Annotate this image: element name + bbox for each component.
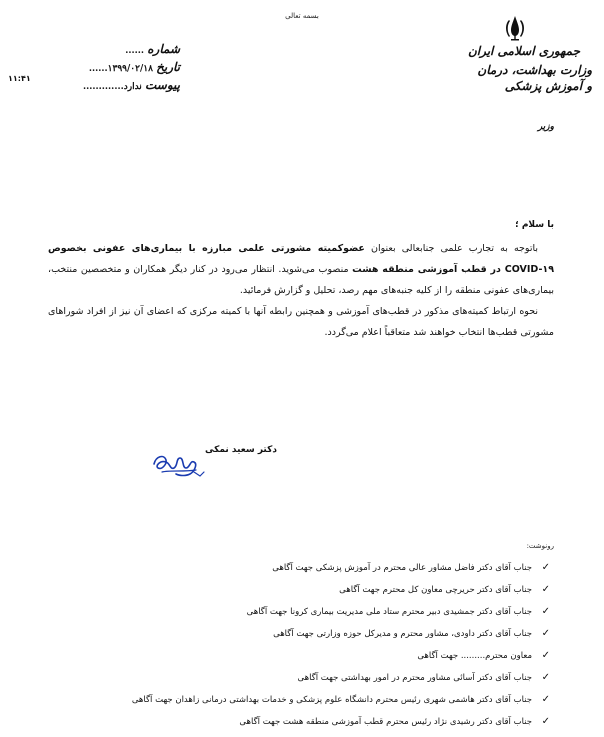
meta-date-row [50, 58, 180, 76]
cc-item-text: جناب آقای دکتر رشیدی نژاد رئیس محترم قطب آموزشی منطقه هشت جهت آگاهی [239, 717, 532, 727]
cc-item [0, 711, 550, 733]
ministry-title [477, 62, 592, 94]
cc-item-text: جناب آقای دکتر آسائی مشاور محترم در امور بهداشتی جهت آگاهی [297, 673, 532, 683]
cc-item [0, 645, 550, 667]
body-paragraph-1-rest: منصوب می‌شوید. انتظار می‌رود در کنار دیگر همکاران و متخصصین منتخب، بیماری‌های عفونی منطقه را از کلیه جنبه‌های مهم رصد، تحلیل و گزارش فرمائید. [48, 264, 554, 296]
cc-item-text: جناب آقای دکتر حریرچی معاون کل محترم جهت آگاهی [339, 585, 532, 595]
checkmark-icon: ✓ [541, 716, 550, 727]
body-paragraph-2: نحوه ارتباط کمیته‌های مذکور در قطب‌های آموزشی و همچنین رابطه آنها با کمیته مرکزی که اعضای آن نیز از افراد شوراهای مشورتی قطب‌ها انتخاب خواهند شد متعاقباً اعلام می‌گردد. [48, 306, 554, 338]
cc-item [0, 689, 550, 711]
cc-list [0, 557, 550, 733]
ministry-line-1: وزارت بهداشت، درمان [477, 63, 592, 77]
number-label: شماره [147, 42, 180, 56]
cc-item-text: جناب آقای دکتر هاشمی شهری رئیس محترم دانشگاه علوم پزشکی و خدمات بهداشتی درمانی زاهدان جهت آگاهی [131, 695, 532, 705]
date-label: تاریخ [156, 60, 180, 74]
republic-title: جمهوری اسلامی ایران [467, 44, 580, 58]
meta-attachment-row [50, 76, 180, 94]
checkmark-icon: ✓ [541, 650, 550, 661]
letter-meta [50, 40, 180, 94]
ministry-line-2: و آموزش پزشکی [504, 79, 592, 93]
minister-label: وزیر [537, 122, 554, 132]
attachment-label: پیوست [145, 78, 180, 92]
body-paragraph-1-intro: باتوجه به تجارب علمی جنابعالی بعنوان [364, 243, 539, 254]
checkmark-icon: ✓ [541, 628, 550, 639]
cc-item-text: جناب آقای دکتر داودی، مشاور محترم و مدیرکل حوزه وزارتی جهت آگاهی [273, 629, 532, 639]
checkmark-icon: ✓ [541, 584, 550, 595]
signature-graphic [150, 450, 208, 482]
iran-emblem-icon [500, 14, 530, 42]
attachment-value: ندارد............. [82, 82, 142, 92]
body-paragraph-1-bold: عضوکمیته مشورتی علمی مبارزه با بیماری‌های عفونی بخصوص COVID-۱۹ در قطب آموزشی منطقه هشت [48, 243, 555, 275]
checkmark-icon: ✓ [541, 562, 550, 573]
number-value: ...... [125, 46, 145, 56]
date-value: ۱۳۹۹/۰۲/۱۸...... [88, 64, 153, 74]
cc-item [0, 667, 550, 689]
letter-body [48, 238, 554, 343]
body-paragraph-1 [48, 238, 554, 301]
checkmark-icon: ✓ [541, 694, 550, 705]
cc-item [0, 601, 550, 623]
checkmark-icon: ✓ [541, 672, 550, 683]
meta-number-row [50, 40, 180, 58]
cc-item-text: جناب آقای دکتر فاضل مشاور عالی محترم در آموزش پزشکی جهت آگاهی [272, 563, 532, 573]
time-stamp: ۱۱:۴۱ [8, 74, 31, 83]
cc-heading: رونوشت: [526, 542, 554, 550]
cc-item [0, 557, 550, 579]
checkmark-icon: ✓ [541, 606, 550, 617]
bismillah-heading: بسمه تعالی [285, 12, 319, 20]
cc-item-text: جناب آقای دکتر جمشیدی دبیر محترم ستاد ملی مدیریت بیماری کرونا جهت آگاهی [246, 607, 532, 617]
cc-item [0, 579, 550, 601]
signer-name: دکتر سعید نمکی [205, 445, 277, 455]
salutation: با سلام ؛ [515, 220, 554, 230]
cc-item-text: معاون محترم......... جهت آگاهی [417, 651, 532, 661]
cc-item [0, 623, 550, 645]
